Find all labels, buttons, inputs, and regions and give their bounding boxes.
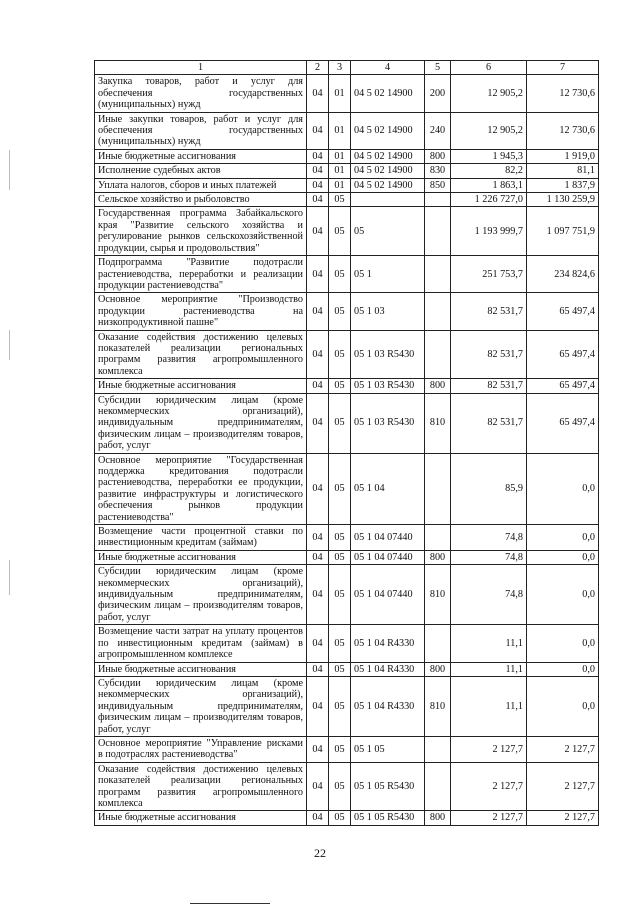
row-expense-type: 810 [425, 676, 451, 736]
row-amount-year-1: 82 531,7 [451, 393, 527, 453]
row-section: 04 [307, 550, 329, 564]
footnote-separator [190, 903, 270, 904]
row-subsection: 05 [329, 525, 351, 551]
row-amount-year-1: 11,1 [451, 625, 527, 662]
column-header-5: 5 [425, 61, 451, 75]
table-row [95, 178, 599, 192]
row-subsection: 05 [329, 676, 351, 736]
row-amount-year-1: 12 905,2 [451, 75, 527, 112]
row-subsection: 05 [329, 565, 351, 625]
row-description: Возмещение части затрат на уплату процентов по инвестиционным кредитам (займам) в агропромышленном комплексе [95, 625, 307, 662]
row-target-article: 04 5 02 14900 [351, 164, 425, 178]
row-section: 04 [307, 178, 329, 192]
table-row [95, 525, 599, 551]
row-amount-year-1: 74,8 [451, 565, 527, 625]
row-target-article: 05 1 03 [351, 293, 425, 330]
row-section: 04 [307, 662, 329, 676]
row-section: 04 [307, 676, 329, 736]
row-description: Субсидии юридическим лицам (кроме некоммерческих организаций), индивидуальным предпринимателям, физическим лицам – производителям товаров, работ, услуг [95, 565, 307, 625]
row-section: 04 [307, 112, 329, 149]
row-subsection: 05 [329, 762, 351, 811]
row-description: Возмещение части процентной ставки по инвестиционным кредитам (займам) [95, 525, 307, 551]
row-target-article: 04 5 02 14900 [351, 75, 425, 112]
row-expense-type [425, 453, 451, 524]
column-header-6: 6 [451, 61, 527, 75]
row-subsection: 05 [329, 379, 351, 393]
row-target-article: 05 1 04 R4330 [351, 676, 425, 736]
row-expense-type [425, 525, 451, 551]
row-description: Субсидии юридическим лицам (кроме некоммерческих организаций), индивидуальным предпринимателям, физическим лицам – производителям товаров, работ, услуг [95, 676, 307, 736]
table-row [95, 112, 599, 149]
row-expense-type: 200 [425, 75, 451, 112]
table-row [95, 393, 599, 453]
row-description: Основное мероприятие "Управление рисками в подотраслях растениеводства" [95, 736, 307, 762]
row-section: 04 [307, 525, 329, 551]
table-row [95, 565, 599, 625]
row-amount-year-1: 1 863,1 [451, 178, 527, 192]
row-amount-year-2: 0,0 [527, 662, 599, 676]
row-subsection: 05 [329, 625, 351, 662]
row-subsection: 05 [329, 453, 351, 524]
row-amount-year-2: 81,1 [527, 164, 599, 178]
row-subsection: 01 [329, 112, 351, 149]
table-row [95, 207, 599, 256]
table-row [95, 293, 599, 330]
row-subsection: 05 [329, 736, 351, 762]
row-description: Иные закупки товаров, работ и услуг для обеспечения государственных (муниципальных) нужд [95, 112, 307, 149]
row-target-article: 05 1 04 [351, 453, 425, 524]
row-target-article: 04 5 02 14900 [351, 112, 425, 149]
row-amount-year-2: 65 497,4 [527, 293, 599, 330]
row-section: 04 [307, 453, 329, 524]
table-row [95, 811, 599, 825]
column-header-1: 1 [95, 61, 307, 75]
row-description: Субсидии юридическим лицам (кроме некоммерческих организаций), индивидуальным предпринимателям, физическим лицам – производителям товаров, работ, услуг [95, 393, 307, 453]
row-amount-year-2: 0,0 [527, 453, 599, 524]
row-amount-year-2: 65 497,4 [527, 393, 599, 453]
row-description: Исполнение судебных актов [95, 164, 307, 178]
row-subsection: 05 [329, 550, 351, 564]
row-expense-type: 240 [425, 112, 451, 149]
row-subsection: 01 [329, 178, 351, 192]
row-section: 04 [307, 164, 329, 178]
row-amount-year-1: 11,1 [451, 676, 527, 736]
row-description: Иные бюджетные ассигнования [95, 379, 307, 393]
column-header-4: 4 [351, 61, 425, 75]
table-row [95, 256, 599, 293]
row-amount-year-1: 74,8 [451, 525, 527, 551]
table-row [95, 550, 599, 564]
row-subsection: 05 [329, 293, 351, 330]
table-row [95, 330, 599, 379]
table-row [95, 676, 599, 736]
row-amount-year-1: 74,8 [451, 550, 527, 564]
row-subsection: 01 [329, 164, 351, 178]
row-amount-year-2: 0,0 [527, 550, 599, 564]
row-amount-year-2: 1 837,9 [527, 178, 599, 192]
row-amount-year-2: 0,0 [527, 525, 599, 551]
row-expense-type: 800 [425, 149, 451, 163]
row-expense-type [425, 207, 451, 256]
row-expense-type: 850 [425, 178, 451, 192]
row-expense-type [425, 293, 451, 330]
row-description: Основное мероприятие "Государственная поддержка кредитования подотрасли растениеводства, переработки ее продукции, развитие инфраструктуры и логистического обеспечения рынков продукции растениеводства" [95, 453, 307, 524]
row-amount-year-2: 1 919,0 [527, 149, 599, 163]
row-expense-type [425, 625, 451, 662]
row-expense-type [425, 256, 451, 293]
table-body [95, 61, 599, 826]
row-description: Закупка товаров, работ и услуг для обеспечения государственных (муниципальных) нужд [95, 75, 307, 112]
row-amount-year-2: 12 730,6 [527, 112, 599, 149]
row-subsection: 05 [329, 662, 351, 676]
row-description: Оказание содействия достижению целевых показателей реализации региональных программ развития агропромышленного комплекса [95, 330, 307, 379]
row-section: 04 [307, 393, 329, 453]
row-amount-year-1: 82,2 [451, 164, 527, 178]
scan-edge-mark [9, 150, 10, 190]
table-row [95, 75, 599, 112]
row-expense-type: 800 [425, 379, 451, 393]
row-expense-type: 800 [425, 550, 451, 564]
table-row [95, 149, 599, 163]
row-target-article: 05 1 03 R5430 [351, 379, 425, 393]
row-amount-year-2: 65 497,4 [527, 379, 599, 393]
row-amount-year-2: 234 824,6 [527, 256, 599, 293]
table-header-row [95, 61, 599, 75]
row-description: Основное мероприятие "Производство продукции растениеводства на низкопродуктивной пашне" [95, 293, 307, 330]
budget-table [94, 60, 599, 826]
row-subsection: 01 [329, 75, 351, 112]
row-amount-year-1: 251 753,7 [451, 256, 527, 293]
row-subsection: 05 [329, 256, 351, 293]
row-amount-year-2: 1 097 751,9 [527, 207, 599, 256]
row-amount-year-1: 1 193 999,7 [451, 207, 527, 256]
row-target-article: 05 1 03 R5430 [351, 393, 425, 453]
row-section: 04 [307, 293, 329, 330]
row-expense-type [425, 330, 451, 379]
row-target-article: 05 1 05 [351, 736, 425, 762]
row-target-article [351, 193, 425, 207]
row-description: Оказание содействия достижению целевых показателей реализации региональных программ развития агропромышленного комплекса [95, 762, 307, 811]
row-description: Иные бюджетные ассигнования [95, 550, 307, 564]
column-header-2: 2 [307, 61, 329, 75]
table-row [95, 453, 599, 524]
table-row [95, 193, 599, 207]
row-amount-year-1: 1 226 727,0 [451, 193, 527, 207]
row-amount-year-1: 82 531,7 [451, 379, 527, 393]
row-section: 04 [307, 149, 329, 163]
row-expense-type [425, 736, 451, 762]
row-description: Подпрограмма "Развитие подотрасли растениеводства, переработки и реализации продукции растениеводства" [95, 256, 307, 293]
table-row [95, 736, 599, 762]
row-target-article: 05 1 04 07440 [351, 550, 425, 564]
row-amount-year-2: 0,0 [527, 625, 599, 662]
row-section: 04 [307, 207, 329, 256]
row-section: 04 [307, 256, 329, 293]
row-amount-year-1: 85,9 [451, 453, 527, 524]
row-expense-type: 810 [425, 393, 451, 453]
row-amount-year-1: 2 127,7 [451, 736, 527, 762]
table-row [95, 662, 599, 676]
row-section: 04 [307, 193, 329, 207]
row-section: 04 [307, 736, 329, 762]
row-amount-year-1: 82 531,7 [451, 330, 527, 379]
row-amount-year-1: 82 531,7 [451, 293, 527, 330]
row-description: Государственная программа Забайкальского края "Развитие сельского хозяйства и регулирование рынков сельскохозяйственной продукции, сырья и продовольствия" [95, 207, 307, 256]
row-expense-type [425, 193, 451, 207]
row-subsection: 05 [329, 393, 351, 453]
row-target-article: 04 5 02 14900 [351, 178, 425, 192]
row-target-article: 05 1 05 R5430 [351, 811, 425, 825]
row-target-article: 05 1 04 R4330 [351, 662, 425, 676]
row-amount-year-2: 0,0 [527, 565, 599, 625]
row-description: Уплата налогов, сборов и иных платежей [95, 178, 307, 192]
row-subsection: 05 [329, 330, 351, 379]
row-expense-type: 800 [425, 662, 451, 676]
row-section: 04 [307, 565, 329, 625]
row-amount-year-2: 2 127,7 [527, 811, 599, 825]
table-row [95, 379, 599, 393]
row-amount-year-2: 65 497,4 [527, 330, 599, 379]
table-row [95, 164, 599, 178]
row-section: 04 [307, 330, 329, 379]
page-number: 22 [314, 846, 326, 860]
row-target-article: 04 5 02 14900 [351, 149, 425, 163]
row-description: Иные бюджетные ассигнования [95, 662, 307, 676]
row-amount-year-1: 1 945,3 [451, 149, 527, 163]
row-description: Сельское хозяйство и рыболовство [95, 193, 307, 207]
row-description: Иные бюджетные ассигнования [95, 811, 307, 825]
row-target-article: 05 [351, 207, 425, 256]
row-amount-year-2: 0,0 [527, 676, 599, 736]
row-amount-year-1: 2 127,7 [451, 811, 527, 825]
row-amount-year-2: 12 730,6 [527, 75, 599, 112]
row-subsection: 05 [329, 207, 351, 256]
row-target-article: 05 1 03 R5430 [351, 330, 425, 379]
row-section: 04 [307, 625, 329, 662]
row-section: 04 [307, 811, 329, 825]
row-expense-type: 830 [425, 164, 451, 178]
row-target-article: 05 1 05 R5430 [351, 762, 425, 811]
row-target-article: 05 1 04 07440 [351, 565, 425, 625]
row-amount-year-1: 2 127,7 [451, 762, 527, 811]
row-subsection: 05 [329, 193, 351, 207]
row-amount-year-1: 11,1 [451, 662, 527, 676]
row-subsection: 05 [329, 811, 351, 825]
row-amount-year-2: 1 130 259,9 [527, 193, 599, 207]
row-section: 04 [307, 75, 329, 112]
row-target-article: 05 1 04 R4330 [351, 625, 425, 662]
row-amount-year-2: 2 127,7 [527, 762, 599, 811]
row-section: 04 [307, 379, 329, 393]
row-target-article: 05 1 04 07440 [351, 525, 425, 551]
scan-edge-mark [9, 330, 10, 360]
column-header-3: 3 [329, 61, 351, 75]
column-header-7: 7 [527, 61, 599, 75]
row-expense-type: 810 [425, 565, 451, 625]
row-subsection: 01 [329, 149, 351, 163]
table-row [95, 625, 599, 662]
row-expense-type [425, 762, 451, 811]
scan-edge-mark [9, 560, 10, 595]
row-amount-year-2: 2 127,7 [527, 736, 599, 762]
row-section: 04 [307, 762, 329, 811]
row-expense-type: 800 [425, 811, 451, 825]
row-description: Иные бюджетные ассигнования [95, 149, 307, 163]
row-amount-year-1: 12 905,2 [451, 112, 527, 149]
table-row [95, 762, 599, 811]
row-target-article: 05 1 [351, 256, 425, 293]
